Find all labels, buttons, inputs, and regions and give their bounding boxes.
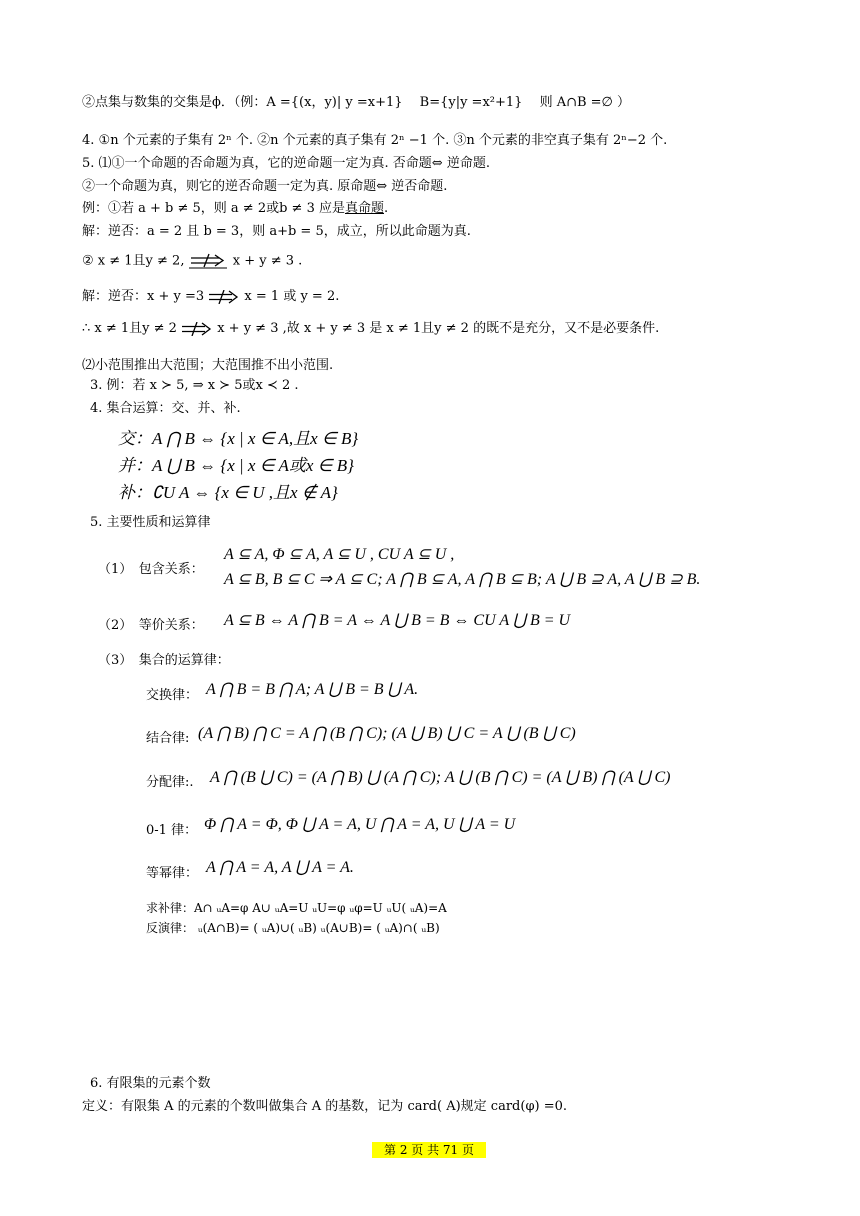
formula-complement: 补：∁U A ⇔ {x ∈ U ,且x ∉ A} [118,483,338,502]
formula-equivalence: A ⊆ B ⇔ A ⋂ B = A ⇔ A ⋃ B = B ⇔ CU A ⋃ B = U [224,612,571,629]
line-solution-1: 解：逆否：a = 2 且 b = 3，则 a+b = 5，成立，所以此命题为真. [82,224,471,239]
label-distributive: 分配律:. [146,775,194,790]
line-set-operations-heading: 4. 集合运算：交、并、补. [90,401,241,416]
line-de-morgan-law: 反演律： ᵤ(A∩B)= ( ᵤA)∪( ᵤB) ᵤ(A∪B)= ( ᵤA)∩( ᵤB) [146,921,440,935]
label-idempotent: 等幂律： [146,866,199,881]
formula-zero-one: Φ ⋂ A = Φ, Φ ⋃ A = A, U ⋂ A = A, U ⋃ A = U [204,816,516,833]
line-example-1: 例：①若 a + b ≠ 5，则 a ≠ 2或b ≠ 3 应是真命题. [82,201,389,216]
formula-intersection: 交：A ⋂ B ⇔ {x | x ∈ A,且x ∈ B} [118,429,359,448]
page-footer: 第 2 页 共 71 页 [372,1142,486,1158]
label-commutative: 交换律： [146,688,199,703]
not-implies-arrow-icon [189,253,229,269]
formula-idempotent: A ⋂ A = A, A ⋃ A = A. [206,859,354,876]
line-point-set-intersection: ②点集与数集的交集是ϕ．（例：A ={(x，y)| y =x+1} B={y|y =x²+1} 则 A∩B =∅ ） [82,95,631,110]
line-solution-2: 解：逆否：x + y =3 x = 1 或 y = 2. [82,289,340,304]
label-associative: 结合律: [146,731,190,746]
line-subset-count: 4. ①n 个元素的子集有 2ⁿ 个. ②n 个元素的真子集有 2ⁿ −1 个. ③n 个元素的非空真子集有 2ⁿ−2 个. [82,133,668,148]
line-complement-law: 求补律：A∩ ᵤA=φ A∪ ᵤA=U ᵤU=φ ᵤφ=U ᵤU( ᵤA)=A [146,901,447,915]
line-finite-set-heading: 6. 有限集的元素个数 [90,1076,211,1091]
label-operation-laws: （3） 集合的运算律： [98,653,230,668]
label-equivalence: （2） 等价关系： [98,618,204,633]
line-range-rule: ⑵小范围推出大范围；大范围推不出小范围. [82,358,334,373]
label-zero-one: 0-1 律： [146,823,198,838]
formula-inclusion-2: A ⊆ B, B ⊆ C ⇒ A ⊆ C; A ⋂ B ⊆ A, A ⋂ B ⊆ B; A ⋃ B ⊇ A, A ⋃ B ⊇ B. [224,571,701,588]
formula-union: 并：A ⋃ B ⇔ {x | x ∈ A或x ∈ B} [118,456,354,475]
not-implies-arrow-icon [208,290,240,304]
line-negation-proposition: 5. ⑴①一个命题的否命题为真，它的逆命题一定为真. 否命题⇔ 逆命题. [82,156,490,171]
formula-associative: (A ⋂ B) ⋂ C = A ⋂ (B ⋂ C); (A ⋃ B) ⋃ C = A ⋃ (B ⋃ C) [198,725,576,742]
formula-distributive: A ⋂ (B ⋃ C) = (A ⋂ B) ⋃ (A ⋂ C); A ⋃ (B ⋂ C) = (A ⋃ B) ⋂ (A ⋃ C) [210,769,671,786]
line-example-2: ② x ≠ 1且y ≠ 2, x + y ≠ 3 . [82,253,303,269]
line-conclusion: ∴ x ≠ 1且y ≠ 2 x + y ≠ 3 ,故 x + y ≠ 3 是 x ≠ 1且y ≠ 2 的既不是充分，又不是必要条件. [82,321,660,336]
formula-inclusion-1: A ⊆ A, Φ ⊆ A, A ⊆ U , CU A ⊆ U , [224,546,455,563]
not-implies-arrow-icon [181,322,213,336]
line-example-3: 3. 例：若 x ≻ 5, ⇒ x ≻ 5或x ≺ 2 . [90,378,299,393]
label-inclusion: （1） 包含关系： [98,562,204,577]
line-cardinality-definition: 定义：有限集 A 的元素的个数叫做集合 A 的基数，记为 card( A)规定 card(φ) =0. [82,1099,568,1114]
line-properties-heading: 5. 主要性质和运算律 [90,515,211,530]
formula-commutative: A ⋂ B = B ⋂ A; A ⋃ B = B ⋃ A. [206,681,419,698]
line-contrapositive: ②一个命题为真，则它的逆否命题一定为真. 原命题⇔ 逆否命题. [82,179,448,194]
